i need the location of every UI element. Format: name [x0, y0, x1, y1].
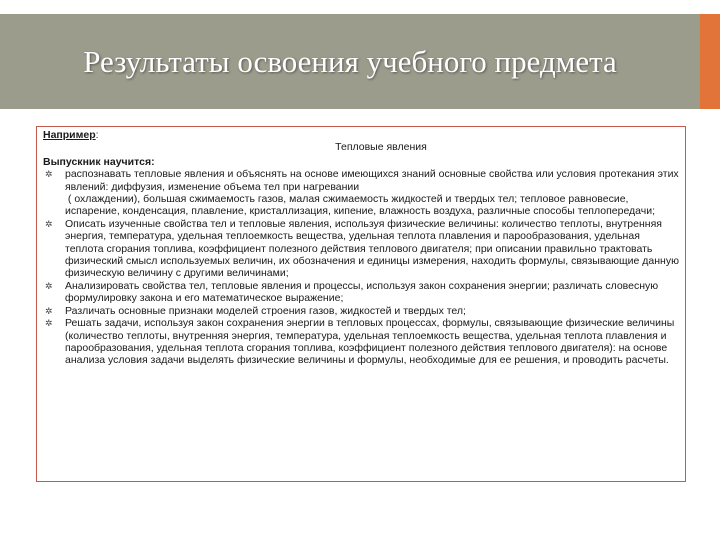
list-item-text: Различать основные признаки моделей строения газов, жидкостей и твердых тел;: [65, 304, 466, 317]
bullet-icon: ✲: [45, 280, 53, 291]
list-item: [43, 168, 679, 218]
topic-heading: Тепловые явления: [335, 141, 427, 154]
learner-heading: Выпускник научится:: [43, 155, 155, 168]
outcomes-list: [43, 168, 682, 367]
content-box: [36, 126, 686, 482]
list-item-text: распознавать тепловые явления и объяснять на основе имеющихся знаний основные свойства или условия протекания этих явлений: диффузия, изменение объема тел при нагревании ( охлаждении), большая сжимаемость газов, малая сжимаемость жидкостей и твердых тел; тепловое равновесие, испарение, конденсация, плавление, кристаллизация, кипение, влажность воздуха, различные способы теплопередачи;: [65, 168, 679, 218]
list-item: [43, 280, 679, 305]
list-item-text: Описать изученные свойства тел и тепловые явления, используя физические величины: количество теплоты, внутренняя энергия, температура, удельная теплоемкость вещества, удельная теплота плавления и парообразования, удельная теплота сгорания топлива, коэффициент полезного действия теплового двигателя; при описании правильно трактовать физический смысл используемых величин, их обозначения и единицы измерения, находить формулы, связывающие данную физическую величину с другими величинами;: [65, 217, 682, 280]
list-item-text: Анализировать свойства тел, тепловые явления и процессы, используя закон сохранения энергии; различать словесную формулировку закона и его математическое выражение;: [65, 279, 662, 305]
list-item: [43, 217, 682, 280]
bullet-icon: ✲: [45, 218, 53, 229]
example-line: [43, 129, 679, 141]
example-label: Например: [43, 129, 96, 141]
bullet-icon: ✲: [45, 305, 53, 316]
example-suffix: :: [95, 129, 99, 141]
title-accent-bar: [700, 14, 720, 109]
list-item: [43, 305, 679, 317]
list-item-text: Решать задачи, используя закон сохранения энергии в тепловых процессах, формулы, связывающие физические величины (количество теплоты, внутренняя энергия, температура, удельная теплоемкость вещества, удельная теплота плавления и парообразования, удельная теплота сгорания топлива, коэффициент полезного действия теплового двигателя): на основе анализа условия задачи выделять физические величины и формулы, необходимые для ее решения, и проводить расчеты.: [65, 317, 678, 367]
bullet-icon: ✲: [45, 318, 53, 329]
list-item: [43, 317, 679, 367]
bullet-icon: ✲: [45, 169, 53, 180]
title-band: [0, 14, 700, 109]
slide-title: Результаты освоения учебного предмета: [83, 43, 617, 79]
